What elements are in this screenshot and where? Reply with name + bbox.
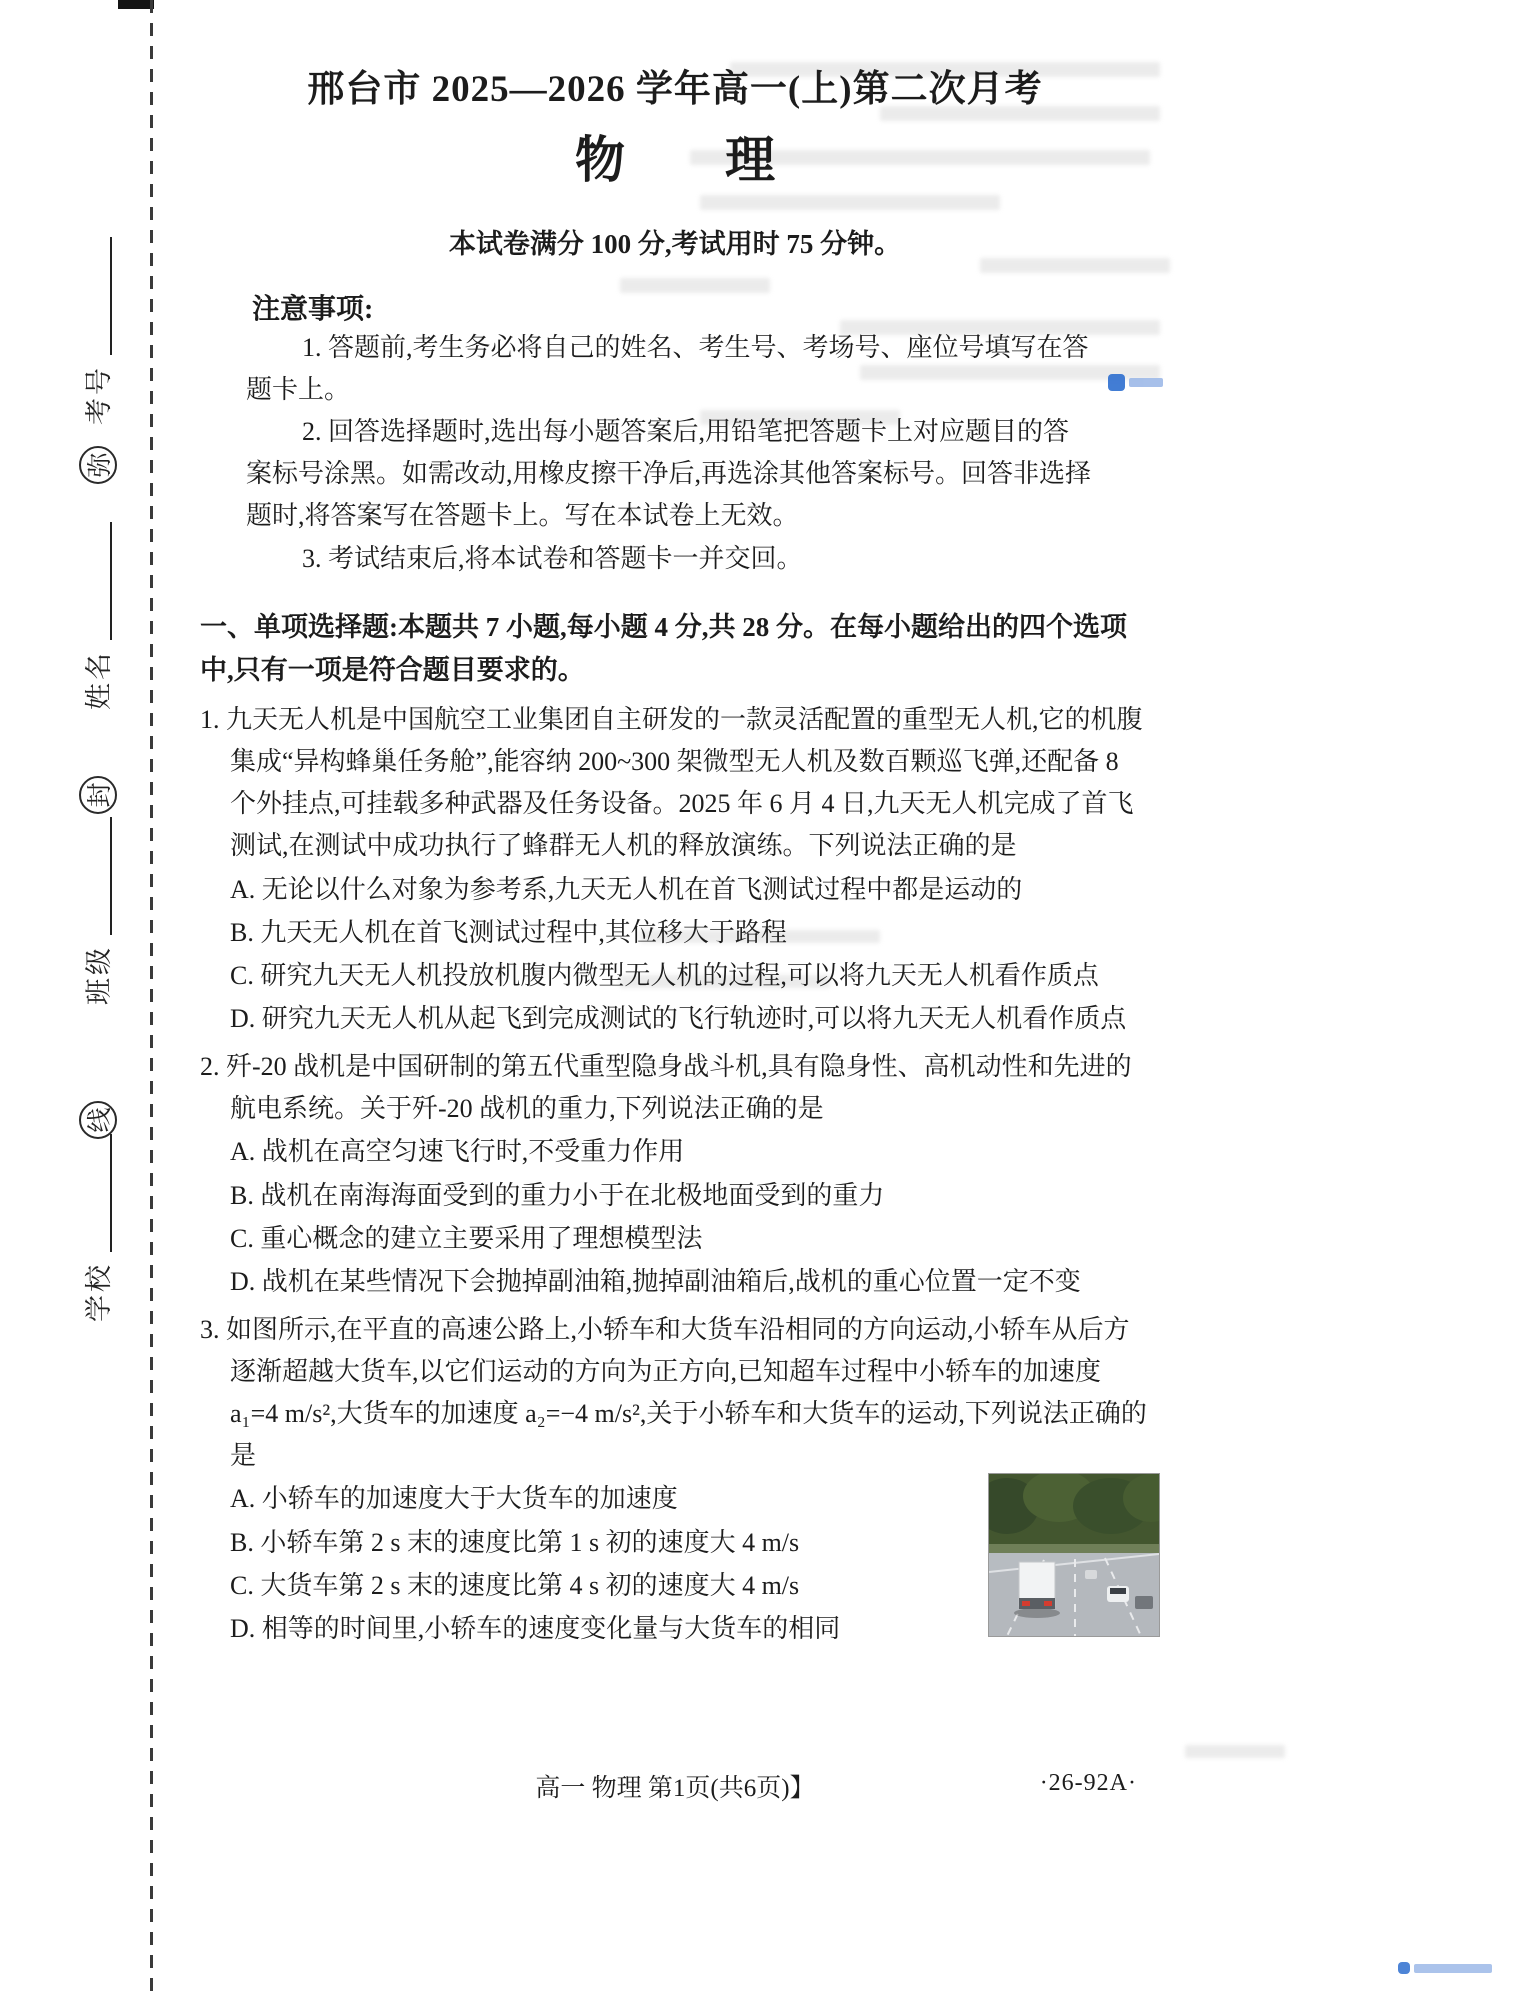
seal-field-rule xyxy=(80,237,112,355)
question-2-stem: 2. 歼-20 战机是中国研制的第五代重型隐身战斗机,具有隐身性、高机动性和先进的航电系统。关于歼-20 战机的重力,下列说法正确的是 xyxy=(200,1052,1132,1124)
main-content xyxy=(200,0,1150,1650)
footer-paper-code: ·26-92A· xyxy=(1039,1770,1137,1796)
seal-field-rule xyxy=(80,817,112,935)
highway-scene-graphic xyxy=(989,1474,1159,1636)
seal-mark-char: 封 xyxy=(87,782,114,808)
exam-subject: 物 理 xyxy=(575,132,775,188)
question-1 xyxy=(200,699,1150,1040)
watermark-icon xyxy=(1398,1962,1410,1974)
question-3-stem: 3. 如图所示,在平直的高速公路上,小轿车和大货车沿相同的方向运动,小轿车从后方逐渐超越大货车,以它们运动的方向为正方向,已知超车过程中小轿车的加速度 a₁=4 m/s²,大货车的加速度 a₂=−4 m/s²,关于小轿车和大货车的运动,下列说法正确的是 xyxy=(200,1315,1147,1471)
notice-item-2: 2. 回答选择题时,选出每小题答案后,用铅笔把答题卡上对应题目的答案标号涂黑。如需改动,用橡皮擦干净后,再选涂其他答案标号。回答非选择题时,将答案写在答题卡上。写在本试卷上无效。 xyxy=(246,417,1092,531)
question-1-option-d: D. 研究九天无人机从起飞到完成测试的飞行轨迹时,可以将九天无人机看作质点 xyxy=(230,1004,1127,1034)
exam-title: 邢台市 2025—2026 学年高一(上)第二次月考 xyxy=(307,69,1043,110)
highway-photo xyxy=(988,1473,1160,1637)
question-3 xyxy=(200,1309,1150,1650)
notice-item-1: 1. 答题前,考生务必将自己的姓名、考生号、考场号、座位号填写在答题卡上。 xyxy=(246,333,1089,405)
question-2-option-b: B. 战机在南海海面受到的重力小于在北极地面受到的重力 xyxy=(230,1180,885,1210)
question-3-option-c: C. 大货车第 2 s 末的速度比第 4 s 初的速度大 4 m/s xyxy=(230,1570,800,1600)
seal-field-class xyxy=(80,785,112,1005)
seal-field-exam-number xyxy=(80,205,112,425)
seal-mark-char: 线 xyxy=(87,1107,114,1133)
questions-section xyxy=(200,699,1150,1650)
watermark-corner xyxy=(1398,1962,1492,1974)
seal-mark-mi xyxy=(79,446,117,484)
bleedthrough-artifact xyxy=(1185,1745,1285,1758)
seal-field-label: 考号 xyxy=(83,365,114,425)
seal-field-school xyxy=(80,1102,112,1322)
seal-field-name xyxy=(80,490,112,710)
notice-heading: 注意事项: xyxy=(252,294,374,325)
question-1-option-c: C. 研究九天无人机投放机腹内微型无人机的过程,可以将九天无人机看作质点 xyxy=(230,960,1099,990)
question-3-option-b: B. 小轿车第 2 s 末的速度比第 1 s 初的速度大 4 m/s xyxy=(230,1527,800,1557)
seal-dashed-line xyxy=(150,0,153,2000)
watermark-text-blur xyxy=(1414,1964,1492,1973)
question-3-options xyxy=(200,1477,1150,1650)
question-2-option-d: D. 战机在某些情况下会抛掉副油箱,抛掉副油箱后,战机的重心位置一定不变 xyxy=(230,1266,1081,1296)
question-1-options xyxy=(200,868,1150,1041)
seal-field-label: 学校 xyxy=(83,1262,114,1322)
exam-meta: 本试卷满分 100 分,考试用时 75 分钟。 xyxy=(448,229,902,259)
scan-smudge xyxy=(118,0,154,9)
footer-page-label: 高一 物理 第1页(共6页)】 xyxy=(535,1775,815,1802)
seal-field-rule xyxy=(80,1134,112,1252)
question-1-option-b: B. 九天无人机在首飞测试过程中,其位移大于路程 xyxy=(230,917,787,947)
seal-mark-char: 弥 xyxy=(87,452,114,478)
question-2 xyxy=(200,1046,1150,1303)
section-one-heading: 一、单项选择题:本题共 7 小题,每小题 4 分,共 28 分。在每小题给出的四个选项中,只有一项是符合题目要求的。 xyxy=(200,611,1127,686)
seal-field-label: 姓名 xyxy=(83,650,114,710)
question-3-option-d: D. 相等的时间里,小轿车的速度变化量与大货车的相同 xyxy=(230,1613,841,1643)
question-3-option-a: A. 小轿车的加速度大于大货车的加速度 xyxy=(230,1484,678,1514)
notice-item-3: 3. 考试结束后,将本试卷和答题卡一并交回。 xyxy=(302,543,803,573)
question-2-option-a: A. 战机在高空匀速飞行时,不受重力作用 xyxy=(230,1137,685,1167)
question-2-option-c: C. 重心概念的建立主要采用了理想模型法 xyxy=(230,1223,703,1253)
question-2-options xyxy=(200,1130,1150,1303)
seal-field-rule xyxy=(80,522,112,640)
question-1-option-a: A. 无论以什么对象为参考系,九天无人机在首飞测试过程中都是运动的 xyxy=(230,874,1023,904)
question-1-stem: 1. 九天无人机是中国航空工业集团自主研发的一款灵活配置的重型无人机,它的机腹集成“异构蜂巢任务舱”,能容纳 200~300 架微型无人机及数百颗巡飞弹,还配备 8 个外挂点,可挂载多种武器及任务设备。2025 年 6 月 4 日,九天无人机完成了首飞测试,在测试中成功执行了蜂群无人机的释放演练。下列说法正确的是 xyxy=(200,705,1143,861)
seal-field-label: 班级 xyxy=(83,945,114,1005)
